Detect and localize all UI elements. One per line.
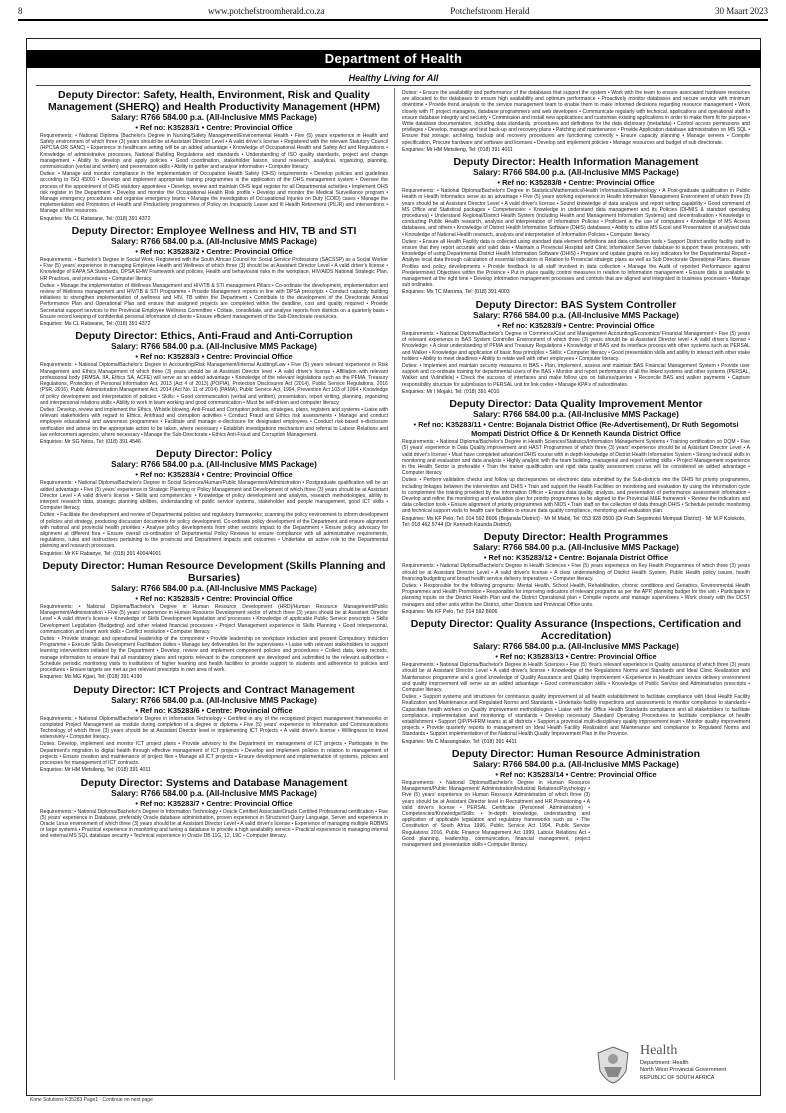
slogan-rule bbox=[36, 85, 751, 86]
job-title: Deputy Director: Health Programmes bbox=[483, 531, 669, 544]
job-title: Deputy Director: Systems and Database Management bbox=[80, 776, 348, 789]
job-requirements: Requirements: • National Diploma/Bachelor's Degree in Health Sciences • Five (5) Year's relevant experience in Quality assurance of which three (3) years should be at Assistant Director Level • A valid driver's license • Knowledge of the Regulations Norms and Standards and Ideal Clinic Realization and Maintenance programme and a good knowledge of Quality Assurance and Quality Improvement • Experience in Healthcare service delivery environment and quality improvement will serve as an added advantage • Good communication skills • Knowledge of Public Service and Administration prescripts • Computer literacy. bbox=[402, 662, 750, 694]
job-ad bbox=[40, 448, 388, 557]
job-title: Deputy Director: Employee Wellness and HIV, TB and STI bbox=[71, 225, 357, 238]
job-salary: Salary: R766 584.00 p.a. (All-Inclusive MMS Package) bbox=[473, 410, 679, 420]
job-reference: • Ref no: K35283/9 • Centre: Provincial Office bbox=[497, 320, 655, 330]
job-title: Deputy Director: ICT Projects and Contract Management bbox=[73, 683, 355, 696]
page-header bbox=[18, 4, 768, 18]
job-ad bbox=[402, 618, 750, 745]
job-salary: Salary: R766 584.00 p.a. (All-Inclusive MMS Package) bbox=[111, 583, 317, 593]
continue-note: Kone Solutions K35283 Page1 · Continue on next page bbox=[30, 1097, 153, 1103]
job-duties: Duties: • Manage and monitor compliance in the implementation of Occupation Health Safety (OHS) requirements • Develop policies and guidelines according to ISO 45001 • Develop and implement appropriate training programmes in the application of the OHS management system • Oversee the process of the appointment of OHS statutory appointees • Develop, review and maintain OHS legal register for all Departmental activities • Implement OHS risk register in the Department • Develop and monitor the Occupational Health Risk profile • Develop and monitor the Medical Surveillance program • Manage emergency procedures and organise emergency teams • Manage the investigation of Occupational Injuries on Duty (COID) cases • Manage the implementation and Promotion of Health and Productivity programmes of Policy on Incapacity Leave and Ill Health Retirement (PILIR) and interventions • Manage all the resources. bbox=[40, 171, 388, 215]
coat-of-arms-icon bbox=[594, 1045, 632, 1085]
job-reference: • Ref no: K35283/5 • Centre: Provincial Office bbox=[135, 593, 293, 603]
job-enquiries: Enquiries: Ms CL Ratseane, Tel: (018) 391 4372 bbox=[40, 215, 151, 222]
job-salary: Salary: R766 584.00 p.a. (All-Inclusive MMS Package) bbox=[473, 168, 679, 178]
job-ad bbox=[40, 330, 388, 445]
newspaper-name: Potchefstroom Herald bbox=[450, 6, 530, 16]
job-salary: Salary: R766 584.00 p.a. (All-Inclusive MMS Package) bbox=[473, 760, 679, 770]
job-reference: • Ref no: K35283/6 • Centre: Provincial Office bbox=[135, 705, 293, 715]
left-column bbox=[40, 89, 388, 1074]
job-enquiries: Enquiries: Mr HM Metsileng, Tel: (018) 391 4011 bbox=[402, 146, 513, 153]
job-ad bbox=[40, 560, 388, 681]
job-requirements: Requirements: • National Diploma/Bachelor's Degree in Health Sciences • Five (5) years experience on Key Health Programmes of which three (3) years should be at Assistant Director Level • A valid driver's license • A clear understanding of District Health System, Public Health policy issues, health financing/budgeting and broad health service delivery imperatives • Computer literacy. bbox=[402, 563, 750, 582]
job-enquiries: Enquiries: Mr SG Ndou, Tel: (018) 391 4546 bbox=[40, 438, 141, 445]
logo-department: Department: Health bbox=[640, 1060, 689, 1066]
issue-date: 30 Maart 2023 bbox=[715, 6, 768, 16]
job-requirements: Requirements: • National Diploma/Bachelor's Degree in Accounting/Risk Management/Internal Auditing/Law • Five (5) years relevant experience in Risk Management and Ethics Management of which three (3) years should be at Assistant Director level • A valid driver's license • Affiliation with relevant professional body (IRMSA, IIA, Ethics SA, ACFE) will serve as an added advantage • Knowledge of the relevant legislations such as the PFMA, Treasury Regulations, Protection of Personal Information Act, 2013 (Act 4 of 2013) (POPIA), Protection Disclosures Act (2014), Public Service Regulations, 2016 (PSR, 2016), Public Administration Management Act, 2014 (Act No. 11 of 2014) (PAMA), Public Service Act, 1994, Prevention Act 103 of 1994 • Knowledge of policy development and interpretation of policies • Skills: • Good communication (verbal and written), presentation, report writing, planning, organizing and interpersonal relations skills • Ability to work in team working and good communication • Must be self-driven and computer literacy. bbox=[40, 362, 388, 406]
logo-wordmark: Health bbox=[640, 1043, 678, 1058]
job-ad bbox=[402, 398, 750, 528]
job-reference: • Ref no: K35283/8 • Centre: Provincial Office bbox=[497, 178, 655, 188]
job-reference: • Ref no: K35283/1 • Centre: Provincial Office bbox=[135, 123, 293, 132]
job-title: Deputy Director: Data Quality Improvement Mentor bbox=[449, 398, 703, 411]
job-duties: Duties: Develop, implement and monitor ICT project plans • Provide advisory to the Department on management of ICT projects • Participate in the Department's migration to digital health through effective management of ICT projects • Develop and implement policies in relation to management of projects • Ensure creation and maintenance of project files • Manage all ICT projects • Ensure development and implementation of systems, policies and processes for management of ICT contracts. bbox=[40, 741, 388, 767]
job-requirements: Requirements: • National Diploma/Bachelor's Degree in Statistics/Mathematics/Health Informatics/Epidemiology • A Post-graduate qualification in Public Health or Health Informatics serve as an advantage • Five (5) years working experience in Health Information Management Environment of which three (3) years should be at Assistant Director Level • A valid driver's license • Sound knowledge of data analysis and report writing capability • Good command of MS Office and Statistical packages • Competencies: • Knowledge in understand data management and its Policies (DHMIS & standard operating procedures) • Understand Regional/District Health System (including Health and Management Information Systems) and decentralisation • Knowledge in conducting Public Health research, analysis and interpretation of Information Policies • Proficient in the use of computers • Knowledge of MS Access databases, and others • Knowledge of District Health Information Software (DHIS) databases • Ability to utilise MS Excel and Presentation of analysed data • Knowledge of National Health research, analysis and interpretation of Information Policies • Computer literacy. bbox=[402, 188, 750, 238]
job-enquiries: Enquiries: Ms TC Maruma, Tel: (018) 391 4003 bbox=[402, 289, 510, 296]
job-salary: Salary: R766 584.00 p.a. (All-Inclusive MMS Package) bbox=[111, 788, 317, 798]
job-salary: Salary: R766 584.00 p.a. (All-Inclusive MMS Package) bbox=[111, 460, 317, 470]
job-ad bbox=[40, 89, 388, 222]
job-title: Deputy Director: Health Information Management bbox=[453, 156, 699, 169]
job-requirements: Requirements: • National Diploma/Bachelor's Degree in Human Resource Management/Public Management/ Administration/Industrial Relations/Psychology • Five (5) years' experience on Human Resource Administration of which three (3) years should be at Assistant Director level in Recruitment and HR Provisioning • A valid driver's license • PERSAL Certificate (Personnel Administration) • Competencies/Knowledge/Skills: • In-depth knowledge, understanding and application of applicable legislation and regulatory frameworks such as: • The Constitution of South Africa 1996, Public Service Act 1994, Public Service Regulations 2016, Public Finance Management Act 1999, Labour Relations Act • Good planning, leadership, communication, financial management, project management and presentation skills • Computer literacy. bbox=[402, 780, 590, 849]
right-column bbox=[402, 89, 750, 1069]
job-requirements: Requirements: • National Diploma/Bachelor's Degree in Health Sciences/Statistics/Information Management Systems • Training certification on DQM • Five (5) years' experience in Data Quality improvement and HAST Programmes of which three (3) years' experience should be at Assistant Director Level • A valid driver's license • Must have completed advanced DHIS course with in depth knowledge of District Health Information System • Strong technical skills in monitoring and evaluation and data analysis • Highly analytic with the team building, managerial and report writing skills • Project Management experience in the Health Sector is preferable • Train the trainer qualification and rigid data quality assessment course will be considered an added advantage • Computer literacy. bbox=[402, 439, 750, 477]
website-url[interactable]: www.potchefstroomherald.co.za bbox=[208, 6, 325, 16]
job-enquiries: Enquiries: Mr KF Rabanye, Tel: (018) 391 4004/4001 bbox=[40, 550, 162, 557]
job-duties: Duties: • Responsible for the following programs: Mental Health, School Health, Rehabilitation, chronic conditions and Geriatrics, Environmental Health Programmes and Health Promotion • Responsible for improving indicators of relevant programs as per the APP, planning budget for the unit • Participate in planning inputs on the District Health Plan and the District Operational plan • Compile reports and manage supervisees • Work closely with the DCST managers and other units within the District, other Districts and Provincial Office units. bbox=[402, 582, 750, 608]
job-enquiries: Enquiries: Ms KF Pelo, Tel: 014 592 8606 bbox=[402, 608, 498, 615]
job-salary: Salary: R766 584.00 p.a. (All-Inclusive MMS Package) bbox=[111, 342, 317, 352]
job-duties: Duties: • Perform validation checks and follow up discrepancies on electronic data submitted by the Sub-districts into the DHIS for priority programmes, including linkages between the intervention and DHIS • Train and support the Health Facilities on monitoring and evaluation by using the information cycle to complement the training provided by the Information Officer • Ensure data quality, analysis, and presentation of performance assessment information • Develop and refine the monitoring and evaluation plan for priority programmes to be aligned to the Provincial M&E framework • Review the indicators and data collection tools • Ensure alignment of priority programmes with NIDS • Train staff on the collection of data through DHIS • Schedule periodic monitoring and technical support visits to health care facilities to ensure data quality compliance, monitoring and evaluation plan. bbox=[402, 477, 750, 515]
job-duties: Duties: • Implement and maintain security measures in BAS • Plan, implement, assess and maintain BAS Financial Management System • Provide user support and co-ordinate training for departmental users of the BAS • Monitor and report performance of all the linked systems and other systems (PERSAL, Walker and Vulindlela) • Check the success of interfaces and make follow ups on failures/queries • Reconcile BAS and walker payments • Capture responsibility structure for submission to PERSAL unit for link codes • Manage KPA's of subordinates. bbox=[402, 362, 750, 388]
job-requirements: Requirements: • National Diploma/Bachelor's Degree in Information Technology • Certified in any of the recognized project management frameworks or completed Project Management as module during completion of a degree or diploma • Five (5) years' experience in Information and Communications Technology of which three (3) years should be at Assistant Director level in implementing ICT Projects • A valid driver's license • Willingness to travel extensively • Computer literacy. bbox=[40, 715, 388, 741]
job-salary: Salary: R766 584.00 p.a. (All-Inclusive MMS Package) bbox=[473, 543, 679, 553]
job-enquiries: Enquiries: Ms C Masangoako, Tel: (018) 391 4411 bbox=[402, 738, 517, 745]
job-reference: • Ref no: K35283/2 • Centre: Provincial Office bbox=[135, 247, 293, 257]
job-ad bbox=[402, 299, 750, 395]
job-duties: Duties: • Facilitate the development and review of Departmental policies and regulatory frameworks; scanning the policy environment to inform development of policies and strategy, producing discussion documents for policy development. Co-ordinate policy development of the Department and ensure alignment with national and provincial health priorities • Analyse policy developments from other sectors impact to the Department • Ensure policy advocacy for alignment at different fora • Ensure overall co-ordination of Departmental Policy Reviews to ensure compliance with all administrative requirements, regulations, rules and instructions pertaining to the provincial and Department impacts and outcomes • Undertake an active role to the Departmental planning and research processes. bbox=[40, 512, 388, 550]
job-enquiries: Enquiries: Mr HM Metsileng, Tel: (018) 391 4011 bbox=[40, 767, 151, 774]
job-salary: Salary: R766 584.00 p.a. (All-Inclusive MMS Package) bbox=[473, 642, 679, 652]
job-duties: Duties: • Manage the implementation of Wellness Management and HIV/TB & STI management Pillars • Co-ordinate the development, implementation and review of Wellness management and HIV/TB & STI Programme • Provide Management reports in line with DPSA prescripts • Conduct capacity building initiatives to strengthen implementation of wellness and HIV, TB within the Department • Contribute to the development of the Directorate Annual Performance Plan and Operational Plan and ensure that assigned projects are completed within the deadline, cost and quality required • Provide Secretariat support services to the Provincial Employee Wellness Committee • Collate, consolidate, and analyse reports from districts on a quarterly basis • Ensure record keeping of confidential personal information of clients • Ensure efficient management of the Sub-Directorate resources. bbox=[40, 282, 388, 320]
job-title: Deputy Director: Safety, Health, Environment, Risk and Quality Management (SHERQ) and Health Productivity Management (HPM) bbox=[48, 89, 380, 113]
job-reference: • Ref no: K35283/11 • Centre: Bojanala District Office (Re-Advertisement), Dr Ruth Segomotsi Mompati District Office & Dr Kenneth Kaunda District Office bbox=[413, 420, 739, 439]
header-rule bbox=[18, 19, 768, 21]
job-title: Deputy Director: Human Resource Development (Skills Planning and Bursaries) bbox=[42, 559, 386, 584]
slogan: Healthy Living for All bbox=[348, 73, 439, 83]
job-reference: • Ref no: K35283/3 • Centre: Provincial Office bbox=[135, 352, 293, 362]
job-requirements: Requirements: • National Diploma/Bachelor's Degree in Human Resource Development (HRD)/Human Resource Management/Public Management/Administration • Five (5) years' experience in Human Resource Development sector of which three (3) years should be at Assistant Director Level • A valid driver's license • Knowledge of Skills Development legislation and processes • Knowledge of applicable Public Service prescripts • Skills Development Legislation (Budgeting) and other related financial processes • Project Management experience in Skills Planning • Good interpersonal, communication and team work skills • Conflict resolution • Computer literacy. bbox=[40, 603, 388, 635]
job-reference: • Ref no: K35283/14 • Centre: Provincial Office bbox=[495, 770, 657, 780]
job-title: Deputy Director: BAS System Controller bbox=[475, 298, 677, 311]
job-ad-continued bbox=[402, 90, 750, 153]
job-requirements: Requirements: • National Diploma (Bachelor's Degree in Nursing/Safety Management/Environmental Health • Five (5) years experience in Health and Safety environment of which three (3) years should be at Assistant Director Level • A valid driver's license • Registered with the relevant Statutory Council (HPCSA OR SANC) • Experience in healthcare setting will be an added advantage • Knowledge of Occupational Health and Safety Act and Regulations • Knowledge of administrative processes, National Building Regulations and standards • Understanding of ISO quality standards, project and change management • Ability to develop and apply policies • Good coordination, stakeholder liaison, sound research, analytical, organizing, planning, communication (verbal and written) and presentation skills • Ability to gather and analyse information • Computer literacy. bbox=[40, 133, 388, 171]
column-divider bbox=[394, 88, 395, 1080]
job-ad bbox=[40, 225, 388, 327]
job-ad bbox=[402, 748, 750, 848]
job-duties: Duties: • Provide strategic and operational leadership of the component • Provide leadership on workplace induction and present Compulsory Induction Programme • Execute Skills Development Facilitation duties • Manage key deliverables for the supervisees • Liaise with relevant stakeholders to support learning interventions initiated by the Department • Develop, review and implement component policies and procedures • Collect data, keep records, manage information to ensure that all mandatory plans and reports relevant to the component are developed and submitted to the relevant authorities • Schedule periodic monitoring visits to institutions of higher learning and health facilities to provide support to students and adherence to policies and procedures • Ensure targets are met as per relevant prescripts in own area of work. bbox=[40, 635, 388, 673]
job-requirements: Requirements: • National Diploma/Bachelor's Degree in Social Sciences/Human/Public Management/Administration • Postgraduate qualification will be an added advantage • Five (5) years' experience in Strategic Planning or Policy Management and Development of which three (3) years should be at Assistant Director Level • A valid driver's license • Skills and competencies: • Knowledge of policy development and analysis, research methodologies, ability to interpret research data, strategic planning abilities, understanding of public service systems, stakeholder and people management, good ICT skills • Computer literacy. bbox=[40, 480, 388, 512]
job-salary: Salary: R766 584.00 p.a. (All-Inclusive MMS Package) bbox=[473, 310, 679, 320]
job-salary: Salary: R766 584.00 p.a. (All-Inclusive MMS Package) bbox=[111, 113, 317, 122]
department-logo bbox=[594, 1043, 754, 1089]
page-number: 8 bbox=[18, 6, 23, 16]
job-enquiries: Enquiries: Ms KF Pelo, Tel: 014 592 8606 (Bojanala District) · Mr M Mabil, Tel: 053 928 0500 (Dr Ruth Segomotsi Mompati District) · Mr M.P Kolokoto, Tel: 018 462 5744 (Dr Kenneth Kaunda District) bbox=[402, 515, 746, 528]
job-reference: • Ref no: K35283/7 • Centre: Provincial Office bbox=[135, 798, 293, 808]
job-duties: Duties: • Ensure all Health Facility data is collected using standard data element definitions and data collection tools • Support District and/or facility staff to ensure that they report accurate and valid data • Maintain a Provincial Hospital and Clinic information Server database to support these processes, with knowledge of using Departmental District Health Information Software (DHIS) • Prepare and update graphs on key indicators for the Departmental Report • Analyse local data through calculation of essential indicators in Relation to Provincial strategic plans as well as Sub Directorate Operational Plans, disease Profiles and policy developments • Provide feedback to all staff involved in data collection • Manage the Audit of reported Performance against Predetermined Objectives within the Province • Put in place quality control measures in relation to information management • Ensure data is available to management at the right time • Develop information management processes and controls that are aligned and integrated to business processes • Manage sub ordinates. bbox=[402, 238, 750, 289]
job-ad bbox=[40, 777, 388, 840]
department-banner: Department of Health bbox=[26, 50, 761, 68]
job-enquiries: Enquiries: Ms MG Kgari, Tel: (018) 391 4190 bbox=[40, 674, 143, 681]
job-requirements: Requirements: • National Diploma/Bachelor's Degree in Information Technology • Oracle Certified Associate/Oracle Certified Professional certification • Five (5) years' experience in Database, preferably Oracle database administration, proven experience in Structured Query Language, Server and experience in Oracle Linux environment of which three (3) years should be at Assistant Director Level • A valid driver's license • Experience of managing multiple RDBMS or large systems • Practical experience in monitoring and tuning a database to provide a high availability service • Practical experience in managing internal and external MS SQL database security • Technical experience in Oracle DB 11G, 12, 19C • Computer literacy. bbox=[40, 808, 388, 840]
job-title: Deputy Director: Ethics, Anti-Fraud and Anti-Corruption bbox=[75, 330, 353, 343]
job-requirements: Requirements: • Bachelor's Degree in Social Work, Registered with the South African Council for Social Service Professions (SACSSP) as a Social Worker • Five (5) years' experience in managing Employee Health and Wellness of which three (3) should be at Assistant Director Level • A valid driver's license • Knowledge of EAPA SA Standards, DPSA EHW Framework and policies, Health and behavioural risks in the workplace, HIV/AIDS National Strategic Plan, HR Practices, and procedures • Computer literacy. bbox=[40, 257, 388, 282]
job-enquiries: Enquiries: Mr I Mojaki, Tel: (018) 391 4010 bbox=[402, 388, 500, 395]
job-reference: • Ref no: K35283/4 • Centre: Provincial Office bbox=[135, 470, 293, 480]
job-ad bbox=[402, 156, 750, 296]
job-reference: • Ref no: K35283/12 • Centre: Bojanala District Office bbox=[483, 553, 669, 563]
job-enquiries: Enquiries: Ms CL Ratseane, Tel: (018) 391 4372 bbox=[40, 321, 151, 328]
job-title: Deputy Director: Policy bbox=[155, 448, 273, 461]
job-ad bbox=[40, 684, 388, 774]
job-reference: • Ref no: K35283/13 • Centre: Provincial Office bbox=[495, 652, 657, 662]
job-duties: Duties: • Support systems and structures for continuous quality improvement at all health establishment to facilitate compliance with Ideal Health Facility Realization and Maintenance and Regulated Norms and Standards • Undertake facility inspections and assessments to monitor compliance to standards • Capacitate health workers on Quality improvement methodologies • Liaise with the Office Health Standards compliance and all stakeholders to facilitate compliance, implementation and monitoring of standards • Develop necessary Standard Operating Procedures to facilitate compliance of health establishment • Support QIP/PHFRM teams at all districts • Support a provincial multi-disciplinary quality improvement team • Monitor quality improvement projects • Provide quarterly reports to management on Ideal Health Facility Realization and Maintenance and compliance to Regulated Norms and Standards • Support implementation of the National Health Quality Improvement Plan in the Province. bbox=[402, 694, 750, 738]
job-title: Deputy Director: Quality Assurance (Inspections, Certification and Accreditation) bbox=[410, 618, 742, 643]
job-duties: Duties: Develop, review and implement the Ethics, Whistle blowing, Anti-Fraud and Corruption policies, strategies, plans, registers and systems • Liaise with relevant stakeholders with regard to Ethics, Antifraud and corruption activities • Conduct Fraud and Ethics risk assessments • Manage and conduct employee educational and awareness programmes • Facilitate and manage e-disclosure for designated employees • Conduct risk-based e-disclosure verification and advise on the appropriate action to be taken, where necessary • Establish investigations mechanism and referral to Labour Relations and law enforcement agencies, where necessary • Manage the Sub-Directorate • Ethics Anti-Fraud and Corruption Management. bbox=[40, 406, 388, 438]
logo-country: REPUBLIC OF SOUTH AFRICA bbox=[640, 1075, 715, 1081]
job-ad bbox=[402, 531, 750, 615]
job-requirements: Requirements: • National Diploma/Bachelor's Degree in Commerce/Cost and Management Accounting/Economics/ Financial Management • Five (5) years of relevant experience in BAS System Controller Environment of which three (3) years should be at Assistant Director level • A valid driver's license • Knowledge: • A clear understanding of PFMA and Treasury Regulations • Knowledge of BAS and its interface process with other systems such as PERSAL and Walker • Knowledge and application of basic flow principles • Skills: • Computer literacy • Good presentation skills and ability to interact with other stake holders • Ability to meet deadlines • Ability to relate well with other employees • Computer literacy. bbox=[402, 330, 750, 362]
job-duties: Duties: • Ensure the availability and performance of the databases that support the system • Work with the team to ensure associated hardware resources are allocated to the databases to ensure high availability and optimum performance • Proactively monitor databases and secure service with minimum downtime • Provide trend analysis to the service management team to enable them to make informed decisions regarding resource management • Work closely with IT project managers, database programmers and web developers • Communicate regularly with technical, applications and operational staff to ensure database integrity and security • Commission and install new applications and customise existing applications in order to make them fit for purpose • Write database documentation, including data standards, procedures and definitions for the data dictionary (metadata) • Control access permissions and privileges • Develop, manage and test back-up and recovery plans • Patching and maintenance • Provide Application database administration on MS SQL • Ensure that storage, archiving, backup and recovery procedures are functioning correctly • Ensure capacity planning • Manage servers • Compile specification, Procure hardware and software and licenses • Develop and implement policies • Manage resources and budget of sub directorate. bbox=[402, 90, 750, 146]
job-title: Deputy Director: Human Resource Administration bbox=[451, 748, 701, 761]
logo-government: North West Provincial Government bbox=[640, 1067, 727, 1073]
job-salary: Salary: R766 584.00 p.a. (All-Inclusive MMS Package) bbox=[111, 237, 317, 247]
job-salary: Salary: R766 584.00 p.a. (All-Inclusive MMS Package) bbox=[111, 695, 317, 705]
